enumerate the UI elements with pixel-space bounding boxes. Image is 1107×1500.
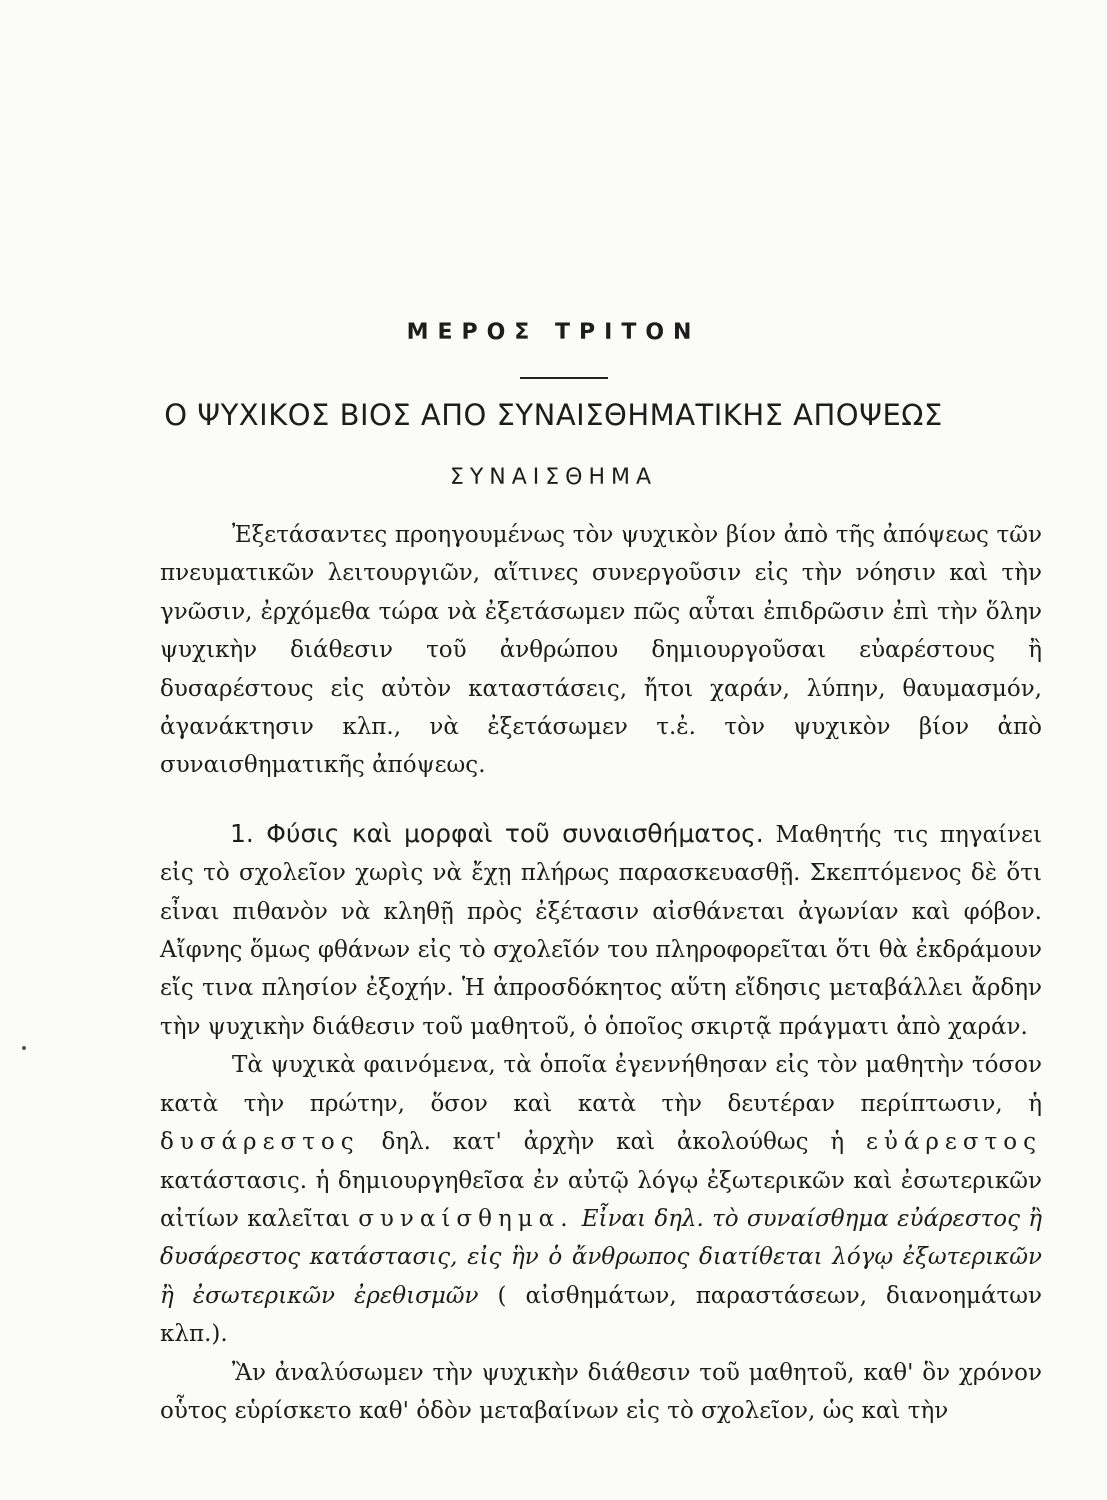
chapter-title: Ο ΨΥΧΙΚΟΣ ΒΙΟΣ ΑΠΟ ΣΥΝΑΙΣΘΗΜΑΤΙΚΗΣ ΑΠΟΨΕΩΣ xyxy=(164,398,943,432)
p2-text-b: δηλ. κατ' ἀρχὴν καὶ ἀκολούθως ἡ xyxy=(359,1129,866,1156)
p2-emph-synaisthima: συναίσθημα. xyxy=(358,1205,574,1232)
p2-definition: Εἶναι δηλ. τὸ συναίσθημα εὐάρεστος ἢ δυσάρεστος κατάστασις, εἰς ἣν ὁ ἄνθρωπος διατίθεται λόγῳ ἐξωτερικῶν ἢ ἐσωτερικῶν ἐρεθισμῶν xyxy=(160,1205,1043,1309)
section1-text: Μαθητής τις πηγαίνει εἰς τὸ σχολεῖον χωρὶς νὰ ἔχῃ πλήρως παρασκευασθῇ. Σκεπτόμενος δὲ ὅτι εἶναι πιθανὸν νὰ κληθῇ πρὸς ἐξέτασιν αἰσθάνεται ἀγωνίαν καὶ φόβον. Αἴφνης ὅμως φθάνων εἰς τὸ σχολεῖόν του πληροφορεῖται ὅτι θὰ ἐκδράμουν εἴς τινα πλησίον ἐξοχήν. Ἡ ἀπροσδόκητος αὕτη εἴδησις μεταβάλλει ἄρδην τὴν ψυχικὴν διάθεσιν τοῦ μαθητοῦ, ὁ ὁποῖος σκιρτᾷ πράγματι ἀπὸ χαράν. xyxy=(160,821,1042,1040)
section-title: ΣΥΝΑΙΣΘΗΜΑ xyxy=(449,465,658,490)
margin-speck xyxy=(22,1046,26,1050)
paragraph2 xyxy=(160,1046,1042,1353)
part-title: ΜΕΡΟΣ ΤΡΙΤΟΝ xyxy=(406,320,701,345)
intro-paragraph: Ἐξετάσαντες προηγουμένως τὸν ψυχικὸν βίον ἀπὸ τῆς ἀπόψεως τῶν πνευματικῶν λειτουργιῶν, αἵτινες συνεργοῦσιν εἰς τὴν νόησιν καὶ τὴν γνῶσιν, ἐρχόμεθα τώρα νὰ ἐξετάσωμεν πῶς αὗται ἐπιδρῶσιν ἐπὶ τὴν ὅλην ψυχικὴν διάθεσιν τοῦ ἀνθρώπου δημιουργοῦσαι εὐαρέστους ἢ δυσαρέστους εἰς αὐτὸν καταστάσεις, ἤτοι χαράν, λύπην, θαυμασμόν, ἀγανάκτησιν κλπ., νὰ ἐξετάσωμεν τ.ἐ. τὸν ψυχικὸν βίον ἀπὸ συναισθηματικῆς ἀπόψεως. xyxy=(160,522,1042,779)
paragraph3: Ἂν ἀναλύσωμεν τὴν ψυχικὴν διάθεσιν τοῦ μαθητοῦ, καθ' ὃν χρόνον οὗτος εὑρίσκετο καθ' ὁδὸν μεταβαίνων εἰς τὸ σχολεῖον, ὡς καὶ τὴν xyxy=(160,1359,1042,1424)
p2-text-a: Τὰ ψυχικὰ φαινόμενα, τὰ ὁποῖα ἐγεννήθησαν εἰς τὸν μαθητὴν τόσον κατὰ τὴν πρώτην, ὅσον καὶ κατὰ τὴν δευτέραν περίπτωσιν, ἡ xyxy=(160,1052,1042,1117)
p2-emph-dysarestos: δυσάρεστος xyxy=(160,1129,360,1156)
body-text xyxy=(160,516,1042,1430)
section1-paragraph xyxy=(160,815,1042,1046)
section1-heading: 1. Φύσις καὶ μορφαὶ τοῦ συναισθήματος. xyxy=(230,818,764,848)
p2-text-d: ( αἰσθημάτων, παραστάσεων, διανοημάτων κλπ.). xyxy=(160,1282,1042,1348)
p2-emph-euarestos: εὐάρεστος xyxy=(865,1129,1042,1156)
p2-text-c: κατάστασις. ἡ δημιουργηθεῖσα ἐν αὐτῷ λόγῳ ἐξωτερικῶν καὶ ἐσωτερικῶν αἰτίων καλεῖται xyxy=(160,1167,1042,1232)
title-divider xyxy=(520,377,608,379)
